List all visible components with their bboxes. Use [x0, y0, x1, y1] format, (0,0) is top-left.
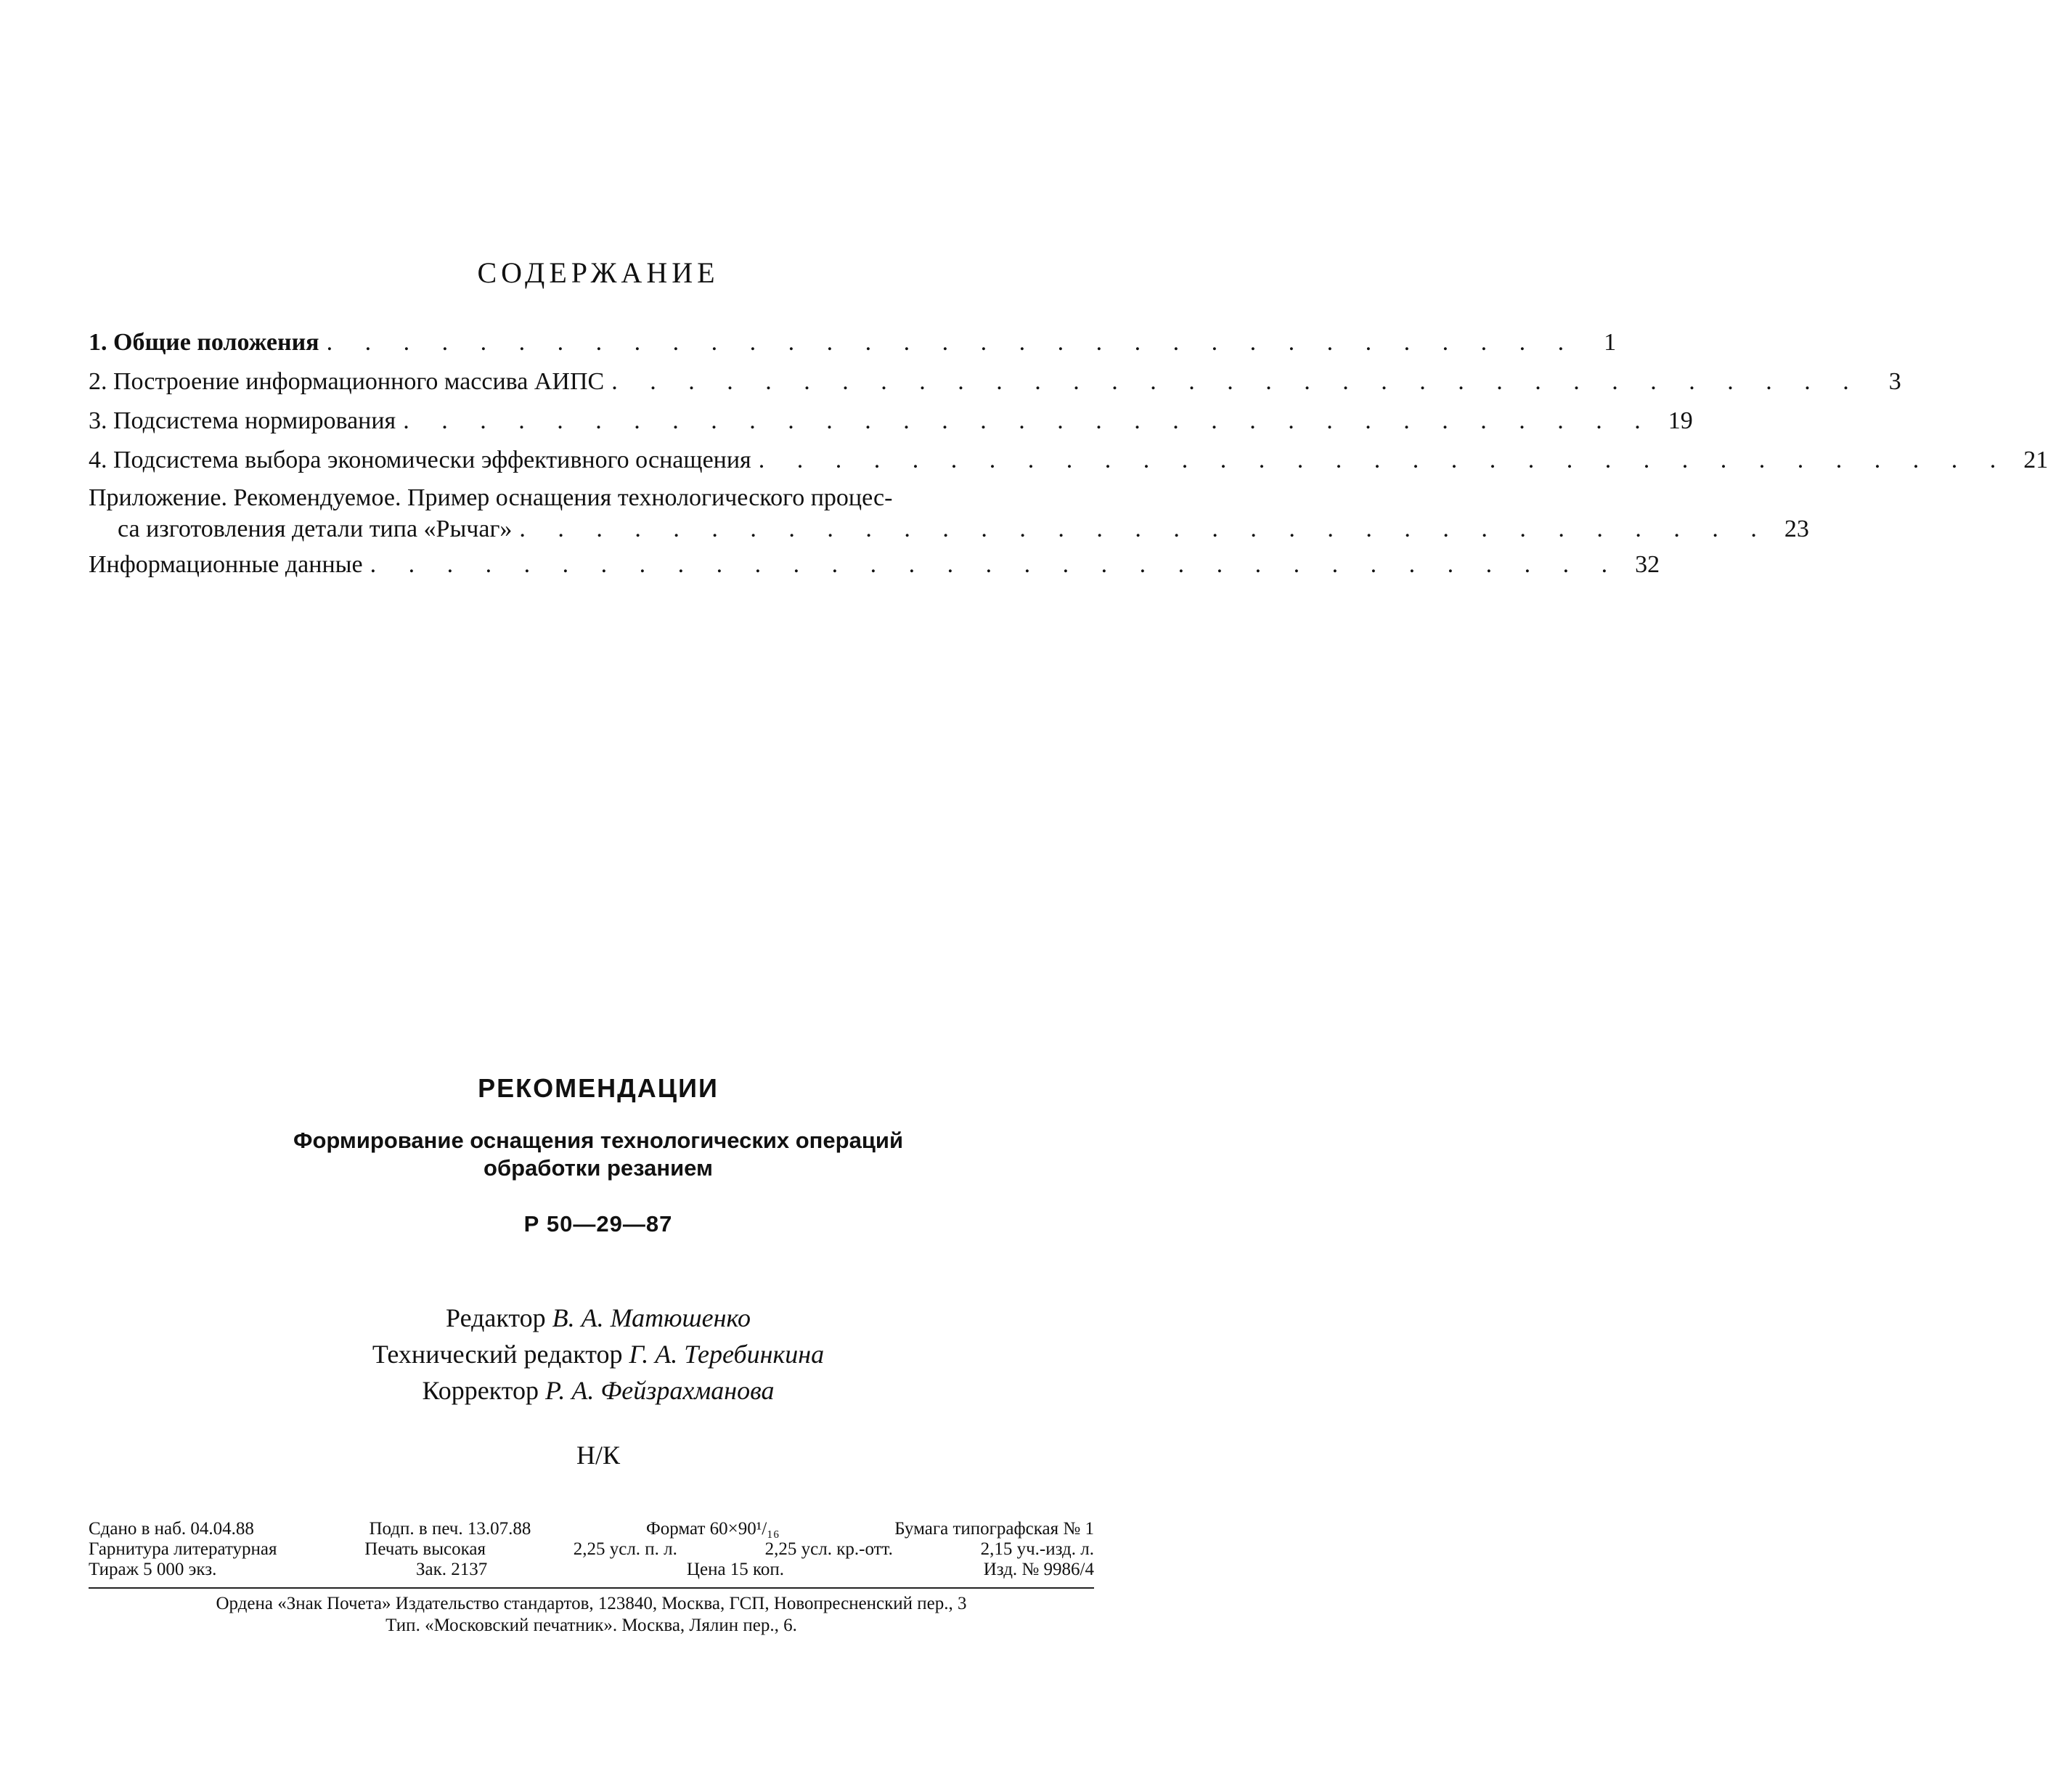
toc-item-page: 19: [1668, 407, 1693, 434]
imprint-field: Гарнитура литературная: [89, 1539, 277, 1559]
toc-item-label: 3. Подсистема нормирования: [89, 407, 396, 434]
toc-item-label: Информационные данные: [89, 551, 363, 578]
imprint-field: Сдано в наб. 04.04.88: [89, 1519, 254, 1539]
toc-item-page: 3: [1888, 368, 1901, 395]
toc-leader-dots: . . . . . . . . . . . . . . . . . . . . . . . . . . . . . . . . .: [326, 329, 1578, 356]
toc-leader-dots: . . . . . . . . . . . . . . . . . . . . . . . . . . . . . . . . .: [611, 368, 1862, 395]
toc-leader-dots: . . . . . . . . . . . . . . . . . . . . . . . . . . . . . . . . .: [758, 447, 2010, 473]
credit-name: Г. А. Теребинкина: [629, 1340, 825, 1369]
credit-name: Р. А. Фейзрахманова: [544, 1376, 775, 1405]
imprint-field: Зак. 2137: [415, 1560, 488, 1579]
toc-item[interactable]: [89, 483, 1809, 545]
toc-item-label-line1: Приложение. Рекомендуемое. Пример оснащения технологического процес-: [89, 484, 893, 511]
credit-name: В. А. Матюшенко: [552, 1303, 751, 1332]
toc-item-page: 21: [2023, 447, 2048, 473]
imprint-field: Цена 15 коп.: [686, 1560, 785, 1579]
imprint-field: Изд. № 9986/4: [983, 1560, 1094, 1579]
toc-leader-dots: . . . . . . . . . . . . . . . . . . . . . . . . . . . . . . . . .: [519, 516, 1770, 542]
imprint-line: [89, 1539, 1094, 1560]
toc-item-label: 2. Построение информационного массива АИПС: [89, 368, 605, 395]
imprint-field: Тираж 5 000 экз.: [89, 1560, 217, 1579]
toc-item-page: 32: [1635, 551, 1660, 578]
recommendation-subtitle-line2: обработки резанием: [484, 1155, 713, 1181]
recommendation-heading: РЕКОМЕНДАЦИИ: [478, 1073, 719, 1103]
imprint-line: [89, 1519, 1094, 1539]
imprint: [89, 1519, 1094, 1580]
imprint-field: Формат 60×90¹/₁₆: [645, 1519, 780, 1539]
toc-leader-dots: . . . . . . . . . . . . . . . . . . . . . . . . . . . . . . . . .: [403, 407, 1654, 434]
credit-role: Корректор: [422, 1376, 539, 1405]
credit-editor: [0, 1300, 1196, 1336]
recommendation-subtitle: [0, 1127, 1196, 1182]
toc-item[interactable]: [89, 441, 2048, 480]
imprint-field: 2,25 усл. кр.-отт.: [764, 1539, 893, 1559]
publisher-footer: [89, 1593, 1094, 1637]
credit-proofreader: [0, 1372, 1196, 1409]
toc-item[interactable]: [89, 402, 1693, 441]
toc-item[interactable]: [89, 362, 1901, 402]
credits: [0, 1300, 1196, 1409]
printer-line: Тип. «Московский печатник». Москва, Лялин пер., 6.: [385, 1616, 797, 1635]
imprint-field: 2,15 уч.-изд. л.: [980, 1539, 1094, 1559]
credit-technical-editor: [0, 1336, 1196, 1372]
toc-item-label-line2: са изготовления детали типа «Рычаг»: [118, 516, 513, 542]
imprint-field: Подп. в печ. 13.07.88: [369, 1519, 531, 1539]
toc-item[interactable]: [89, 323, 1617, 362]
credit-role: Технический редактор: [372, 1340, 623, 1369]
toc-title: СОДЕРЖАНИЕ: [477, 256, 719, 289]
credit-role: Редактор: [446, 1303, 546, 1332]
nk-mark: Н/К: [576, 1441, 620, 1470]
imprint-line: [89, 1560, 1094, 1580]
publisher-line: Ордена «Знак Почета» Издательство стандартов, 123840, Москва, ГСП, Новопресненский пер., 3: [216, 1594, 967, 1613]
imprint-field: 2,25 усл. п. л.: [573, 1539, 677, 1559]
document-code: Р 50—29—87: [523, 1211, 673, 1237]
recommendation-subtitle-line1: Формирование оснащения технологических операций: [293, 1128, 903, 1153]
toc-leader-dots: . . . . . . . . . . . . . . . . . . . . . . . . . . . . . . . . .: [370, 551, 1621, 578]
toc-item-page: 1: [1604, 329, 1617, 356]
table-of-contents: [89, 323, 2048, 585]
imprint-field: Бумага типографская № 1: [894, 1519, 1094, 1539]
toc-item-label: 4. Подсистема выбора экономически эффективного оснащения: [89, 447, 751, 473]
imprint-field: Печать высокая: [364, 1539, 486, 1559]
toc-item[interactable]: [89, 545, 1660, 585]
toc-item-page: 23: [1784, 516, 1809, 542]
footer-divider: [89, 1587, 1094, 1589]
toc-item-label: 1. Общие положения: [89, 329, 319, 356]
